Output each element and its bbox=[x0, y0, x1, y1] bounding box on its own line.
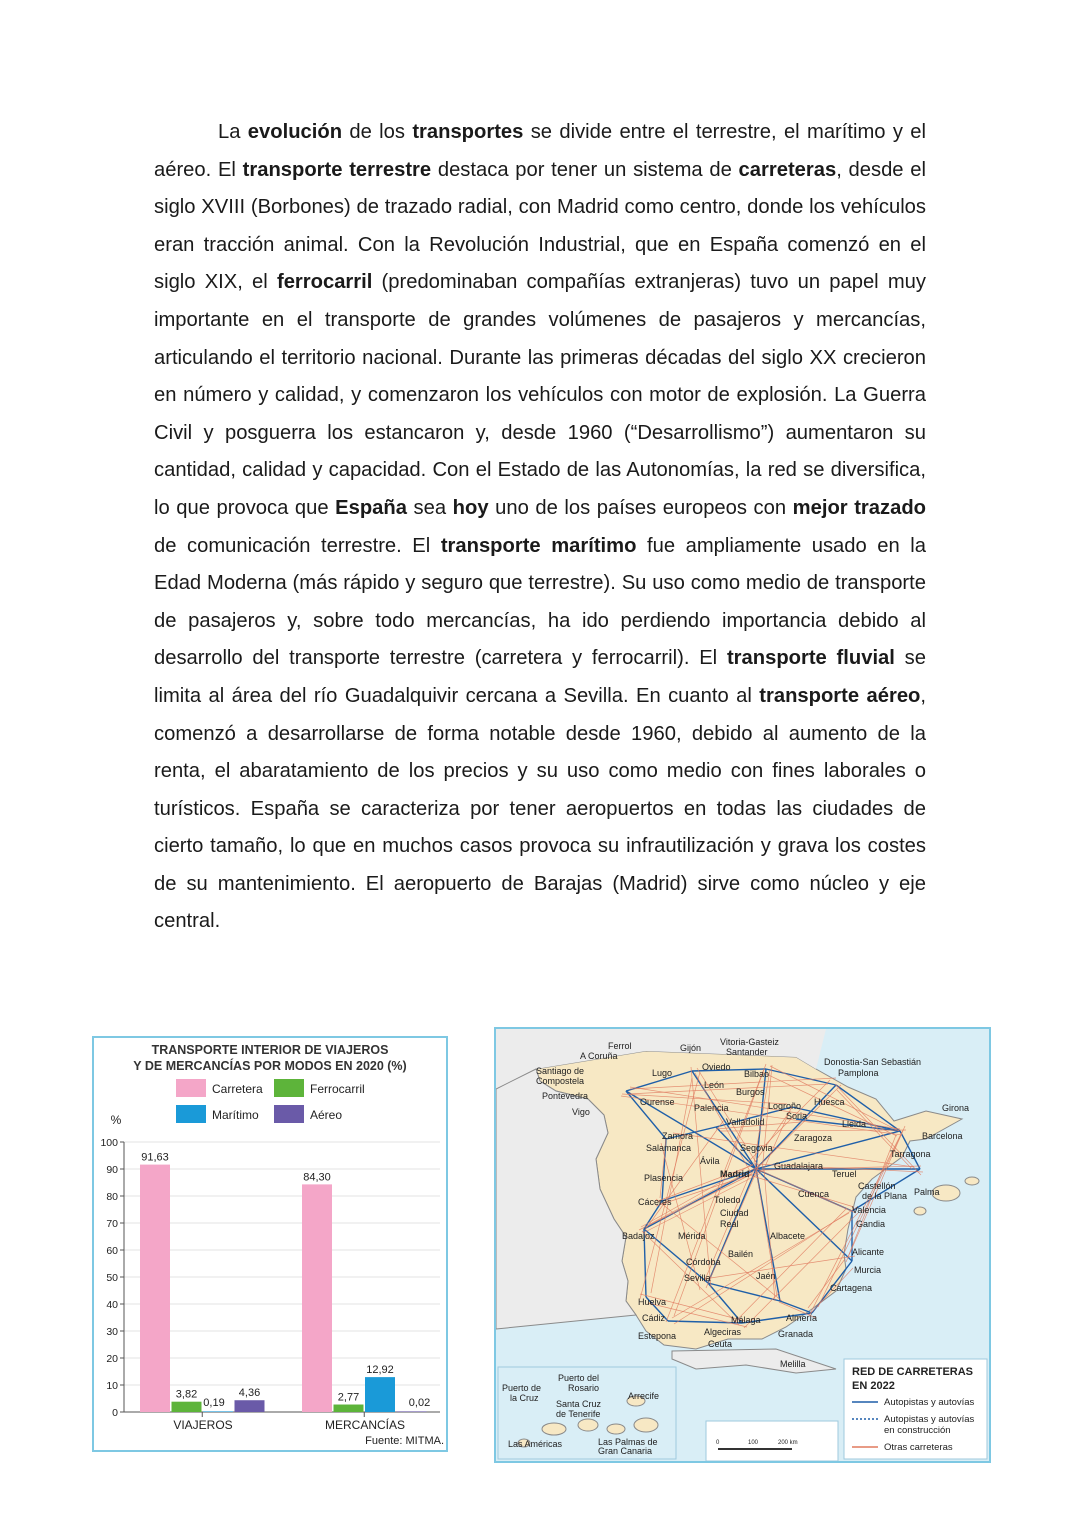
city-label: Girona bbox=[942, 1103, 970, 1113]
city-label: Castellón bbox=[858, 1181, 896, 1191]
data-label: 0,02 bbox=[408, 1397, 431, 1409]
city-label: Alicante bbox=[852, 1247, 885, 1257]
city-label: Estepona bbox=[638, 1331, 677, 1341]
city-label: Barcelona bbox=[922, 1131, 963, 1141]
city-label: A Coruña bbox=[580, 1051, 618, 1061]
y-tick-label: 0 bbox=[112, 1407, 118, 1419]
bold-term: carreteras bbox=[738, 158, 837, 181]
city-label: Almería bbox=[786, 1313, 818, 1323]
city-label: Valencia bbox=[852, 1205, 886, 1215]
y-tick-label: 10 bbox=[106, 1380, 118, 1392]
canary-label: Gran Canaria bbox=[598, 1446, 653, 1456]
city-label: Ferrol bbox=[608, 1041, 632, 1051]
text-run: se limita al área del río Guadalquivir cercana a Sevilla. En cuanto al bbox=[154, 647, 927, 707]
africa-land bbox=[672, 1349, 836, 1373]
city-label: Logroño bbox=[768, 1101, 802, 1111]
legend-swatch-marítimo bbox=[176, 1105, 206, 1123]
city-label: Tarragona bbox=[890, 1149, 931, 1159]
city-label: Cádiz bbox=[642, 1313, 666, 1323]
city-label: Ávila bbox=[700, 1156, 720, 1166]
text-run: La bbox=[218, 121, 248, 143]
legend-label: Carretera bbox=[212, 1082, 263, 1096]
city-label: Teruel bbox=[832, 1169, 857, 1179]
menorca-island bbox=[965, 1177, 979, 1185]
x-category-label: VIAJEROS bbox=[173, 1418, 233, 1432]
canary-island bbox=[634, 1418, 658, 1432]
y-axis-label: % bbox=[110, 1113, 122, 1127]
text-run: , comenzó a desarrollarse de forma notable desde 1960, debido al aumento de la renta, el abaratamiento de los precios y su uso como medio con fines laborales o turísticos. España se caracteriza por tener aeropuertos en todas las ciudades de cierto tamaño, lo que en muchos casos provoca su infrautilización y grava los costes de su mantenimiento. El aeropuerto de Barajas (Madrid) sirve como núcleo y eje central. bbox=[154, 684, 926, 933]
city-label: Huesca bbox=[814, 1097, 845, 1107]
city-label: Gandia bbox=[856, 1219, 886, 1229]
city-label: Salamanca bbox=[646, 1143, 692, 1153]
legend-swatch-ferrocarril bbox=[274, 1079, 304, 1097]
city-label: Palencia bbox=[694, 1103, 729, 1113]
city-label: Sevilla bbox=[684, 1273, 711, 1283]
y-tick-label: 20 bbox=[106, 1353, 118, 1365]
map-canvas bbox=[496, 1029, 989, 1461]
city-label: Algeciras bbox=[704, 1327, 742, 1337]
y-tick-label: 30 bbox=[106, 1326, 118, 1338]
city-label: Guadalajara bbox=[774, 1161, 824, 1171]
transport-bar-chart bbox=[92, 1036, 448, 1452]
city-label: Santiago de bbox=[536, 1066, 585, 1076]
city-label: Córdoba bbox=[686, 1257, 721, 1267]
y-tick-label: 40 bbox=[106, 1299, 118, 1311]
city-label: Vitoria-Gasteiz bbox=[720, 1037, 779, 1047]
text-run: sea bbox=[406, 496, 453, 519]
city-label: Donostia-San Sebastián bbox=[824, 1057, 922, 1067]
bold-term: evolución bbox=[247, 121, 343, 143]
bold-term: transporte terrestre bbox=[242, 158, 432, 181]
data-label: 3,82 bbox=[175, 1388, 198, 1401]
data-label: 84,30 bbox=[303, 1171, 331, 1184]
bold-term: transporte marítimo bbox=[440, 534, 637, 557]
city-label: Burgos bbox=[736, 1087, 765, 1097]
y-tick-label: 70 bbox=[106, 1218, 118, 1230]
city-label: de la Plana bbox=[862, 1191, 908, 1201]
city-label: Plasencia bbox=[644, 1173, 684, 1183]
legend-swatch-carretera bbox=[176, 1079, 206, 1097]
text-run: , desde el siglo XVIII (Borbones) de trazado radial, con Madrid como centro, donde los vehículos eran tracción animal. Con la Revolución Industrial, que en España comenzó en el siglo XIX, el bbox=[154, 158, 926, 294]
data-label: 4,36 bbox=[238, 1387, 261, 1400]
canary-label: de Tenerife bbox=[556, 1409, 601, 1419]
scale-end: 200 km bbox=[778, 1440, 798, 1446]
text-run: se divide entre el terrestre, el marítimo y el aéreo. El bbox=[154, 121, 926, 181]
canary-island bbox=[542, 1423, 566, 1435]
canary-label: la Cruz bbox=[510, 1393, 539, 1403]
city-label: Madrid bbox=[720, 1169, 750, 1179]
chart-title-line: TRANSPORTE INTERIOR DE VIAJEROS bbox=[151, 1043, 389, 1057]
city-label: Bilbao bbox=[744, 1069, 770, 1079]
canary-island bbox=[607, 1424, 625, 1434]
road-network-map bbox=[494, 1027, 991, 1463]
city-label: Cartagena bbox=[830, 1283, 873, 1293]
legend-item-label: Otras carreteras bbox=[884, 1442, 953, 1453]
city-label: Mérida bbox=[678, 1231, 706, 1241]
bold-term: mejor trazado bbox=[792, 496, 926, 519]
city-label: Cuenca bbox=[798, 1189, 830, 1199]
text-run: de los bbox=[342, 121, 413, 143]
city-label: Granada bbox=[778, 1329, 814, 1339]
city-label: Oviedo bbox=[702, 1062, 731, 1072]
text-run: (predominaban compañías extranjeras) tuvo un papel muy importante en el transporte de grandes volúmenes de pasajeros y mercancías, articulando el territorio nacional. Durante las primeras décadas del siglo XX crecieron en número y calidad, y comenzaron los vehículos con motor de explosión. La Guerra Civil y posguerra los estancaron y, desde 1960 (“Desarrollismo”) aumentaron su cantidad, calidad y capacidad. Con el Estado de las Autonomías, la red se diversifica, lo que provoca que bbox=[154, 271, 926, 519]
bar-ferrocarril bbox=[172, 1402, 202, 1412]
bar-aéreo bbox=[235, 1400, 265, 1412]
city-label: Ourense bbox=[640, 1097, 675, 1107]
canary-label: Santa Cruz bbox=[556, 1399, 602, 1409]
y-tick-label: 50 bbox=[106, 1272, 118, 1284]
data-label: 0,19 bbox=[203, 1397, 225, 1409]
bold-term: hoy bbox=[452, 496, 489, 519]
city-label: León bbox=[704, 1080, 725, 1090]
y-tick-label: 60 bbox=[106, 1245, 118, 1257]
city-label: Ciudad bbox=[720, 1208, 749, 1218]
canary-label: Rosario bbox=[568, 1383, 600, 1393]
chart-title-line: Y DE MERCANCÍAS POR MODOS EN 2020 (%) bbox=[133, 1059, 407, 1073]
city-label: Santander bbox=[726, 1047, 768, 1057]
city-label: Toledo bbox=[714, 1195, 741, 1205]
bold-term: transporte aéreo bbox=[759, 684, 921, 707]
bar-carretera bbox=[302, 1184, 332, 1412]
bold-term: transportes bbox=[412, 121, 524, 143]
legend-label: Aéreo bbox=[310, 1108, 343, 1122]
city-label: Huelva bbox=[638, 1297, 667, 1307]
city-label: Real bbox=[720, 1219, 739, 1229]
source-note: Fuente: MITMA. bbox=[365, 1435, 444, 1447]
bar-marítimo bbox=[203, 1411, 233, 1412]
canary-label: Puerto del bbox=[558, 1373, 600, 1383]
city-label: Soria bbox=[786, 1111, 808, 1121]
bar-aéreo bbox=[397, 1411, 427, 1412]
text-run: fue ampliamente usado en la Edad Moderna (más rápido y seguro que terrestre). Su uso como medio de transporte de pasajeros y, sobre todo mercancías, ha ido perdiendo importancia debido al desarrollo del transporte terrestre (carretera y ferrocarril). El bbox=[154, 534, 927, 670]
legend-label: Marítimo bbox=[212, 1108, 259, 1122]
body-paragraph bbox=[154, 114, 926, 941]
canary-label: Las Américas bbox=[508, 1439, 563, 1449]
city-label: Melilla bbox=[780, 1359, 806, 1369]
city-label: Zamora bbox=[662, 1131, 694, 1141]
legend-title-line: EN 2022 bbox=[852, 1380, 895, 1392]
legend-item-label: Autopistas y autovías bbox=[884, 1397, 975, 1408]
legend-title-line: RED DE CARRETERAS bbox=[852, 1366, 974, 1378]
city-label: Jaén bbox=[756, 1271, 776, 1281]
canary-label: Puerto de bbox=[502, 1383, 542, 1393]
legend-swatch-aéreo bbox=[274, 1105, 304, 1123]
city-label: Zaragoza bbox=[794, 1133, 833, 1143]
bar-carretera bbox=[140, 1165, 170, 1412]
legend-item-label: en construcción bbox=[884, 1425, 951, 1436]
bar-marítimo bbox=[365, 1377, 395, 1412]
city-label: Málaga bbox=[731, 1315, 761, 1325]
y-tick-label: 100 bbox=[100, 1137, 118, 1149]
y-tick-label: 80 bbox=[106, 1191, 118, 1203]
text-run: uno de los países europeos con bbox=[488, 496, 793, 519]
legend-label: Ferrocarril bbox=[310, 1082, 365, 1096]
bar-ferrocarril bbox=[334, 1405, 364, 1412]
city-label: Gijón bbox=[680, 1043, 702, 1053]
city-label: Compostela bbox=[536, 1076, 585, 1086]
x-category-label: MERCANCÍAS bbox=[324, 1418, 406, 1432]
bold-term: transporte fluvial bbox=[726, 647, 895, 670]
city-label: Pontevedra bbox=[542, 1091, 589, 1101]
canary-island bbox=[578, 1419, 598, 1431]
bold-term: España bbox=[335, 496, 407, 519]
scale-start: 0 bbox=[716, 1440, 720, 1446]
y-tick-label: 90 bbox=[106, 1164, 118, 1176]
ibiza-island bbox=[914, 1207, 926, 1215]
city-label: Badajoz bbox=[622, 1231, 655, 1241]
scale-box bbox=[706, 1421, 838, 1461]
city-label: Bailén bbox=[728, 1249, 754, 1259]
city-label: Pamplona bbox=[838, 1068, 879, 1078]
city-label: Palma bbox=[914, 1187, 940, 1197]
city-label: Vigo bbox=[572, 1107, 590, 1117]
city-label: Cáceres bbox=[638, 1197, 672, 1207]
chart-canvas bbox=[94, 1038, 446, 1450]
city-label: Murcia bbox=[854, 1265, 882, 1275]
city-label: Ceuta bbox=[708, 1339, 733, 1349]
city-label: Segovia bbox=[740, 1143, 773, 1153]
scale-mid: 100 bbox=[748, 1440, 759, 1446]
data-label: 2,77 bbox=[337, 1391, 360, 1404]
text-run: de comunicación terrestre. El bbox=[154, 534, 441, 557]
bold-term: ferrocarril bbox=[276, 271, 373, 294]
city-label: Albacete bbox=[770, 1231, 806, 1241]
city-label: Lleida bbox=[842, 1119, 867, 1129]
data-label: 12,92 bbox=[366, 1364, 394, 1377]
city-label: Valladolid bbox=[726, 1117, 765, 1127]
canary-label: Arrecife bbox=[628, 1391, 660, 1401]
data-label: 91,63 bbox=[141, 1151, 169, 1164]
text-run: destaca por tener un sistema de bbox=[431, 158, 739, 181]
canary-label: Las Palmas de bbox=[598, 1437, 658, 1447]
city-label: Lugo bbox=[652, 1068, 673, 1078]
legend-item-label: Autopistas y autovías bbox=[884, 1414, 975, 1425]
